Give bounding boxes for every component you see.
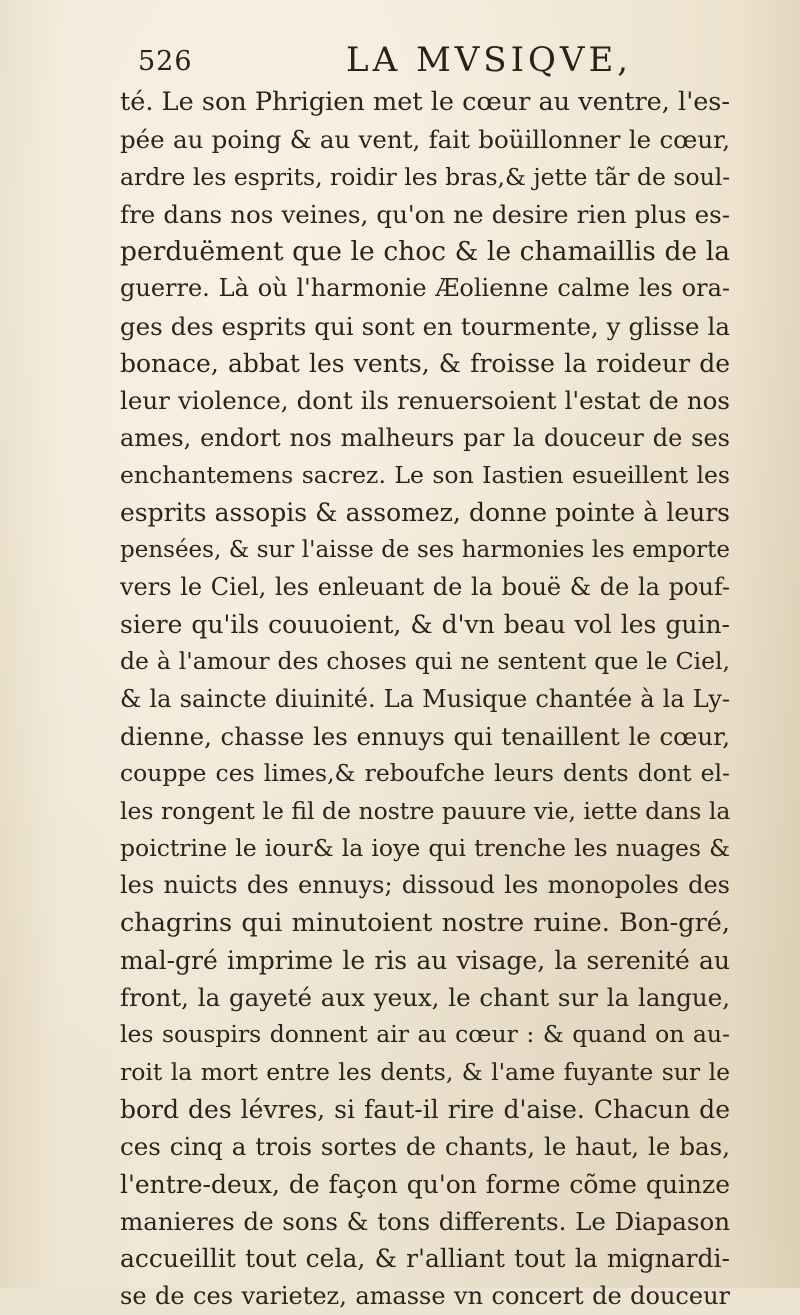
text-line: ces cinq a trois sortes de chants, le haut, le bas, — [120, 1132, 730, 1162]
text-line: bonace, abbat les vents, & froisse la roideur de — [120, 349, 730, 379]
text-line: enchantemens sacrez. Le son Iastien esueillent les — [120, 460, 730, 489]
text-line: guerre. Là où l'harmonie Æolienne calme les ora- — [120, 274, 730, 303]
text-line: siere qu'ils couuoient, & d'vn beau vol les guin- — [120, 610, 730, 640]
text-line: bord des lévres, si faut-il rire d'aise. Chacun de — [120, 1095, 730, 1125]
text-line: perduëment que le choc & le chamaillis de la — [120, 236, 730, 268]
text-line: couppe ces limes,& reboufche leurs dents dont el- — [120, 759, 730, 788]
text-line: dienne, chasse les ennuys qui tenaillent le cœur, — [120, 722, 730, 752]
text-line: les nuicts des ennuys; dissoud les monopoles des — [120, 871, 730, 900]
text-line: esprits assopis & assomez, donne pointe à leurs — [120, 498, 730, 528]
text-line: de à l'amour des choses qui ne sentent que le Ciel, — [120, 647, 730, 676]
text-line: leur violence, dont ils renuersoient l'estat de nos — [120, 386, 730, 416]
text-line: roit la mort entre les dents, & l'ame fuyante sur le — [120, 1057, 730, 1086]
text-line: front, la gayeté aux yeux, le chant sur la langue, — [120, 983, 730, 1013]
text-line: mal-gré imprime le ris au visage, la serenité au — [120, 945, 730, 975]
running-head: LA MVSIQVE, — [346, 40, 633, 80]
text-line: pensées, & sur l'aisse de ses harmonies les emporte — [120, 536, 730, 563]
text-line: ardre les esprits, roidir les bras,& jette tãr de soul- — [120, 162, 731, 191]
text-line: pée au poing & au vent, fait boüillonner le cœur, — [120, 125, 730, 155]
body-text — [120, 84, 730, 1315]
page-header — [138, 40, 658, 84]
text-line: & la saincte diuinité. La Musique chantée à la Ly- — [120, 684, 730, 713]
text-line: poictrine le iour& la ioye qui trenche les nuages & — [120, 833, 730, 862]
text-line: les souspirs donnent air au cœur : & quand on au- — [120, 1020, 730, 1049]
text-line: chagrins qui minutoient nostre ruine. Bon-gré, — [120, 907, 730, 938]
text-line: accueillit tout cela, & r'alliant tout la mignardi- — [120, 1244, 730, 1274]
text-line: fre dans nos veines, qu'on ne desire rien plus es- — [120, 199, 730, 229]
text-line: l'entre-deux, de façon qu'on forme cõme quinze — [120, 1169, 730, 1199]
text-line: manieres de sons & tons differents. Le Diapason — [120, 1206, 730, 1236]
page-number: 526 — [138, 46, 193, 77]
text-line: les rongent le fil de nostre pauure vie, iette dans la — [120, 796, 731, 825]
text-line: ges des esprits qui sont en tourmente, y glisse la — [120, 311, 730, 341]
text-line: ames, endort nos malheurs par la douceur de ses — [120, 423, 730, 452]
text-line: se de ces varietez, amasse vn concert de douceur — [120, 1281, 730, 1310]
text-line: té. Le son Phrigien met le cœur au ventre, l'es- — [120, 87, 730, 117]
text-line: vers le Ciel, les enleuant de la bouë & de la pouf- — [120, 572, 730, 601]
